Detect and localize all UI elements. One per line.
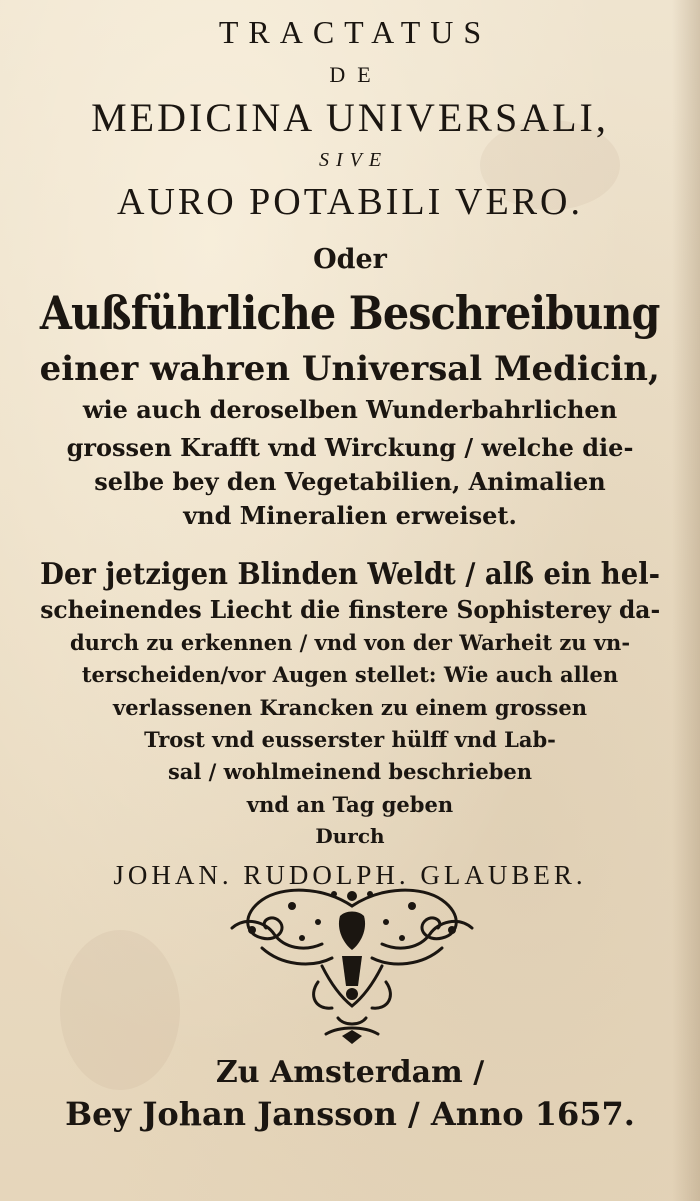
title-de: DE <box>329 62 383 87</box>
title-auro-potabili: AURO POTABILI VERO. <box>117 181 583 223</box>
description-line: Der jetzigen Blinden Weldt / alß ein hel- <box>40 557 660 592</box>
subtitle-line: selbe bey den Vegetabilien, Animalien <box>94 467 606 496</box>
description-line: durch zu erkennen / vnd von der Warheit zu vn- <box>69 630 631 655</box>
title-tractatus: TRACTATUS <box>218 14 492 50</box>
byline-durch: Durch <box>315 824 385 848</box>
subtitle-line: grossen Krafft vnd Wirckung / welche die- <box>66 433 634 462</box>
subtitle-line: vnd Mineralien erweiset. <box>183 501 517 530</box>
description-line: Trost vnd eusserster hülff vnd Lab- <box>144 727 556 752</box>
description-line: vnd an Tag geben <box>246 792 454 817</box>
printers-flower-ornament-icon <box>222 886 482 1046</box>
description-line: sal / wohlmeinend beschrieben <box>167 759 533 784</box>
description-line: verlassenen Krancken zu einem grossen <box>113 695 587 720</box>
imprint-printer-date: Bey Johan Jansson / Anno 1657. <box>65 1095 635 1133</box>
title-sive: SIVE <box>318 149 389 171</box>
imprint-place: Zu Amsterdam / <box>215 1055 485 1090</box>
subtitle-line: wie auch deroselben Wunderbahrlichen <box>82 395 618 424</box>
description-line: terscheiden/vor Augen stellet: Wie auch allen <box>81 662 619 687</box>
subtitle-universal-medicin: einer wahren Universal Medicin, <box>39 349 661 389</box>
subtitle-beschreibung: Außführliche Beschreibung <box>40 286 660 340</box>
author-name: JOHAN. RUDOLPH. GLAUBER. <box>113 860 587 890</box>
description-line: scheinendes Liecht die finstere Sophisterey da- <box>40 595 660 624</box>
title-medicina-universali: MEDICINA UNIVERSALI, <box>91 95 609 140</box>
subtitle-oder: Oder <box>313 244 387 275</box>
